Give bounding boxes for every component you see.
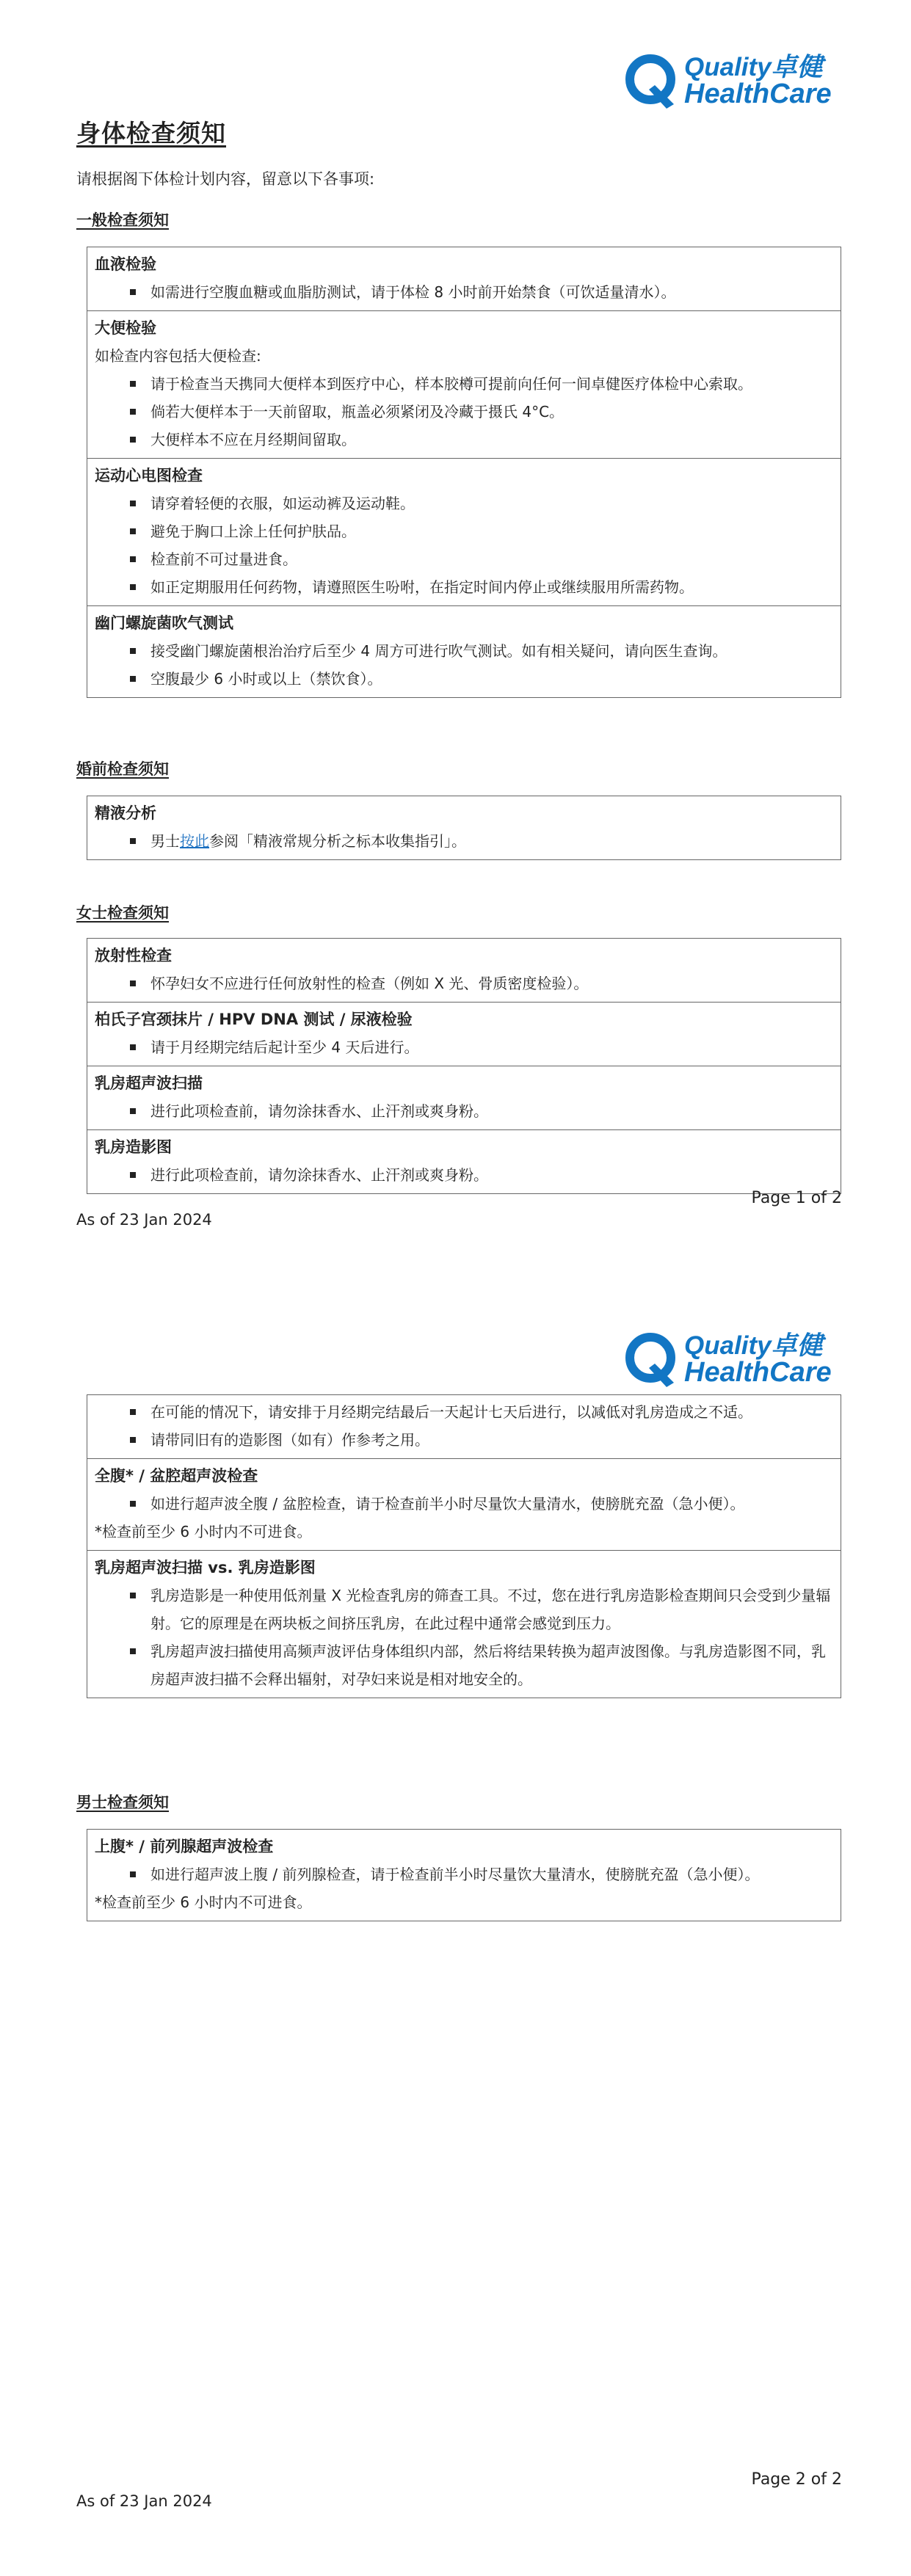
stool-test-title: 大便检验	[95, 319, 156, 337]
section-women-heading: 女士检查须知	[76, 904, 169, 922]
mammogram-title: 乳房造影图	[95, 1138, 172, 1156]
date-footer-1: As of 23 Jan 2024	[76, 1211, 212, 1229]
premarital-table	[87, 796, 841, 860]
list-item: 请于月经期完结后起计至少 4 天后进行。	[130, 1033, 833, 1061]
blood-test-title: 血液检验	[95, 255, 156, 273]
section-premarital-heading: 婚前检查须知	[76, 760, 169, 778]
page-number-1: Page 1 of 2	[751, 1189, 842, 1207]
section-general-heading: 一般检查须知	[76, 211, 169, 229]
stool-test-note: 如检查内容包括大便检查:	[95, 347, 261, 365]
semen-analysis-title: 精液分析	[95, 804, 156, 822]
list-item: 接受幽门螺旋菌根治治疗后至少 4 周方可进行吹气测试。如有相关疑问，请向医生查询。	[130, 637, 833, 665]
intro-text: 请根据阁下体检计划内容，留意以下各事项:	[76, 170, 375, 188]
quality-healthcare-logo	[623, 51, 843, 110]
list-item: 检查前不可过量进食。	[130, 545, 833, 573]
list-item: 如进行超声波上腹 / 前列腺检查，请于检查前半小时尽量饮大量清水，使膀胱充盈（急小便）。	[130, 1860, 833, 1888]
breast-comparison-title: 乳房超声波扫描 vs. 乳房造影图	[95, 1559, 316, 1576]
logo-text-line2: HealthCare	[684, 1357, 832, 1388]
list-item: 如需进行空腹血糖或血脂肪测试，请于体检 8 小时前开始禁食（可饮适量清水）。	[130, 278, 833, 306]
list-item: 大便样本不应在月经期间留取。	[130, 426, 833, 454]
breast-ultrasound-cell	[87, 1066, 841, 1129]
page-number-2: Page 2 of 2	[751, 2470, 842, 2489]
logo-text-line2: HealthCare	[684, 79, 832, 109]
women-table	[87, 938, 841, 1194]
quality-healthcare-logo-page2	[623, 1330, 843, 1389]
list-item: 如进行超声波全腹 / 盆腔检查，请于检查前半小时尽量饮大量清水，使膀胱充盈（急小便）。	[130, 1490, 833, 1518]
list-item: 请带同旧有的造影图（如有）作参考之用。	[130, 1426, 833, 1454]
list-item: 避免于胸口上涂上任何护肤品。	[130, 517, 833, 545]
men-table	[87, 1829, 841, 1921]
list-item: 倘若大便样本于一天前留取，瓶盖必须紧闭及冷藏于摄氏 4°C。	[130, 398, 833, 426]
radiation-title: 放射性检查	[95, 947, 172, 964]
list-item: 怀孕妇女不应进行任何放射性的检查（例如 X 光、骨质密度检验）。	[130, 969, 833, 997]
abdomen-pelvis-ultrasound-cell	[87, 1458, 841, 1550]
logo-q-icon	[623, 51, 681, 110]
upper-abdomen-prostate-cell	[87, 1830, 841, 1921]
list-item: 乳房造影是一种使用低剂量 X 光检查乳房的筛查工具。不过，您在进行乳房造影检查期间只会受到少量辐射。它的原理是在两块板之间挤压乳房，在此过程中通常会感觉到压力。	[130, 1582, 833, 1637]
list-item: 男士按此参阅「精液常规分析之标本收集指引」。	[130, 827, 833, 855]
mammogram-cell	[87, 1129, 841, 1193]
hp-breath-test-title: 幽门螺旋菌吹气测试	[95, 614, 233, 632]
general-table	[87, 247, 841, 698]
date-footer-2: As of 23 Jan 2024	[76, 2492, 212, 2510]
list-item: 如正定期服用任何药物，请遵照医生吩咐，在指定时间内停止或继续服用所需药物。	[130, 573, 833, 601]
list-item: 空腹最少 6 小时或以上（禁饮食）。	[130, 665, 833, 693]
radiation-cell	[87, 939, 841, 1002]
abdomen-pelvis-title: 全腹* / 盆腔超声波检查	[95, 1467, 258, 1485]
stool-test-cell	[87, 310, 841, 458]
semen-guide-link[interactable]: 按此	[180, 832, 209, 850]
breast-comparison-cell	[87, 1550, 841, 1698]
list-item: 进行此项检查前，请勿涂抹香水、止汗剂或爽身粉。	[130, 1097, 833, 1125]
hp-breath-test-cell	[87, 605, 841, 697]
blood-test-cell	[87, 247, 841, 310]
breast-ultrasound-title: 乳房超声波扫描	[95, 1074, 203, 1092]
pap-hpv-cell	[87, 1002, 841, 1066]
ecg-title: 运动心电图检查	[95, 467, 203, 484]
fasting-note: *检查前至少 6 小时内不可进食。	[95, 1893, 312, 1911]
list-item: 进行此项检查前，请勿涂抹香水、止汗剂或爽身粉。	[130, 1161, 833, 1189]
logo-text-line1: Quality卓健	[684, 1331, 823, 1360]
list-item: 在可能的情况下，请安排于月经期完结最后一天起计七天后进行，以减低对乳房造成之不适。	[130, 1398, 833, 1426]
upper-abdomen-prostate-title: 上腹* / 前列腺超声波检查	[95, 1838, 274, 1855]
semen-analysis-cell	[87, 796, 841, 859]
ecg-cell	[87, 458, 841, 605]
women-table-continued	[87, 1394, 841, 1698]
logo-q-icon	[623, 1330, 681, 1389]
list-item: 请穿着轻便的衣服，如运动裤及运动鞋。	[130, 490, 833, 517]
page-title: 身体检查须知	[76, 119, 226, 148]
list-item: 请于检查当天携同大便样本到医疗中心，样本胶樽可提前向任何一间卓健医疗体检中心索取。	[130, 370, 833, 398]
logo-text-line1: Quality卓健	[684, 53, 823, 81]
fasting-note: *检查前至少 6 小时内不可进食。	[95, 1523, 312, 1540]
pap-hpv-title: 柏氏子宫颈抹片 / HPV DNA 测试 / 尿液检验	[95, 1011, 413, 1028]
section-men-heading: 男士检查须知	[76, 1794, 169, 1811]
list-item: 乳房超声波扫描使用高频声波评估身体组织内部，然后将结果转换为超声波图像。与乳房造影图不同，乳房超声波扫描不会释出辐射，对孕妇来说是相对地安全的。	[130, 1637, 833, 1693]
mammogram-cell-continued	[87, 1395, 841, 1458]
